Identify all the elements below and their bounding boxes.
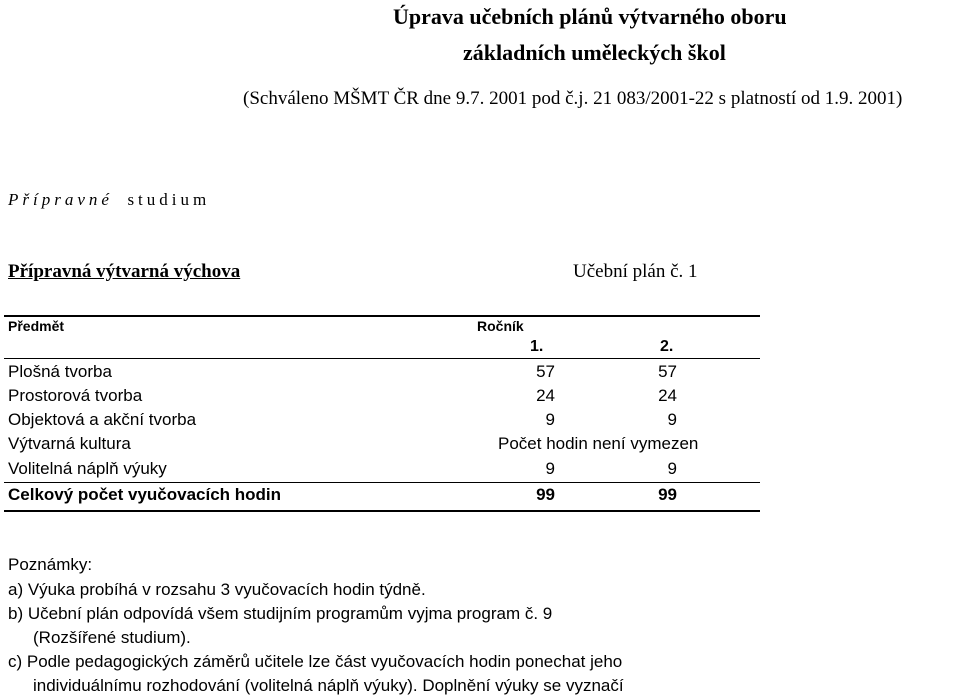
table-row-subject: Prostorová tvorba (8, 386, 143, 405)
plan-number: Učební plán č. 1 (573, 261, 698, 282)
table-top-rule (4, 315, 760, 317)
table-row-subject: Objektová a akční tvorba (8, 410, 197, 429)
total-cell-y2: 99 (658, 485, 677, 504)
table-row-subject: Výtvarná kultura (8, 434, 131, 453)
column-header-year: Ročník (477, 318, 524, 334)
note-b-line1: b) Učební plán odpovídá všem studijním programům vyjma program č. 9 (8, 604, 553, 623)
plan-name: Přípravná výtvarná výchova (8, 261, 241, 282)
study-type-rest: studium (127, 190, 211, 209)
table-cell-y1: 24 (536, 386, 555, 405)
document-title-line2: základních uměleckých škol (463, 40, 726, 65)
table-cell-y1: 57 (536, 362, 555, 381)
study-type-italic: Přípravné (8, 190, 113, 209)
notes-heading: Poznámky: (8, 555, 93, 574)
note-c-line1: c) Podle pedagogických záměrů učitele lze část vyučovacích hodin ponechat jeho (8, 652, 623, 671)
study-type-label (8, 190, 210, 210)
note-c-line2: individuálnímu rozhodování (volitelná náplň výuky). Doplnění výuky se vyznačí (33, 676, 624, 695)
approval-note: (Schváleno MŠMT ČR dne 9.7. 2001 pod č.j. 21 083/2001-22 s platností od 1.9. 2001) (243, 88, 903, 109)
header-rule (4, 358, 760, 359)
total-row-subject: Celkový počet vyučovacích hodin (8, 485, 282, 504)
table-row-subject: Volitelná náplň výuky (8, 459, 167, 478)
document-title-line1: Úprava učebních plánů výtvarného oboru (393, 4, 787, 29)
table-bottom-rule (4, 510, 760, 512)
column-header-subject: Předmět (8, 318, 65, 334)
table-cell-y2: 24 (658, 386, 677, 405)
table-cell-y1: 9 (545, 410, 555, 429)
table-cell-y2: 9 (667, 459, 677, 478)
table-cell-y2: 57 (658, 362, 677, 381)
total-cell-y1: 99 (536, 485, 555, 504)
year-2-header: 2. (660, 338, 674, 355)
note-b-line2: (Rozšířené studium). (33, 628, 191, 647)
note-a: a) Výuka probíhá v rozsahu 3 vyučovacích hodin týdně. (8, 580, 426, 599)
table-cell-y1: 9 (545, 459, 555, 478)
table-cell-span: Počet hodin není vymezen (498, 434, 699, 453)
table-row-subject: Plošná tvorba (8, 362, 112, 381)
year-1-header: 1. (530, 338, 544, 355)
total-top-rule (4, 482, 760, 483)
table-cell-y2: 9 (667, 410, 677, 429)
